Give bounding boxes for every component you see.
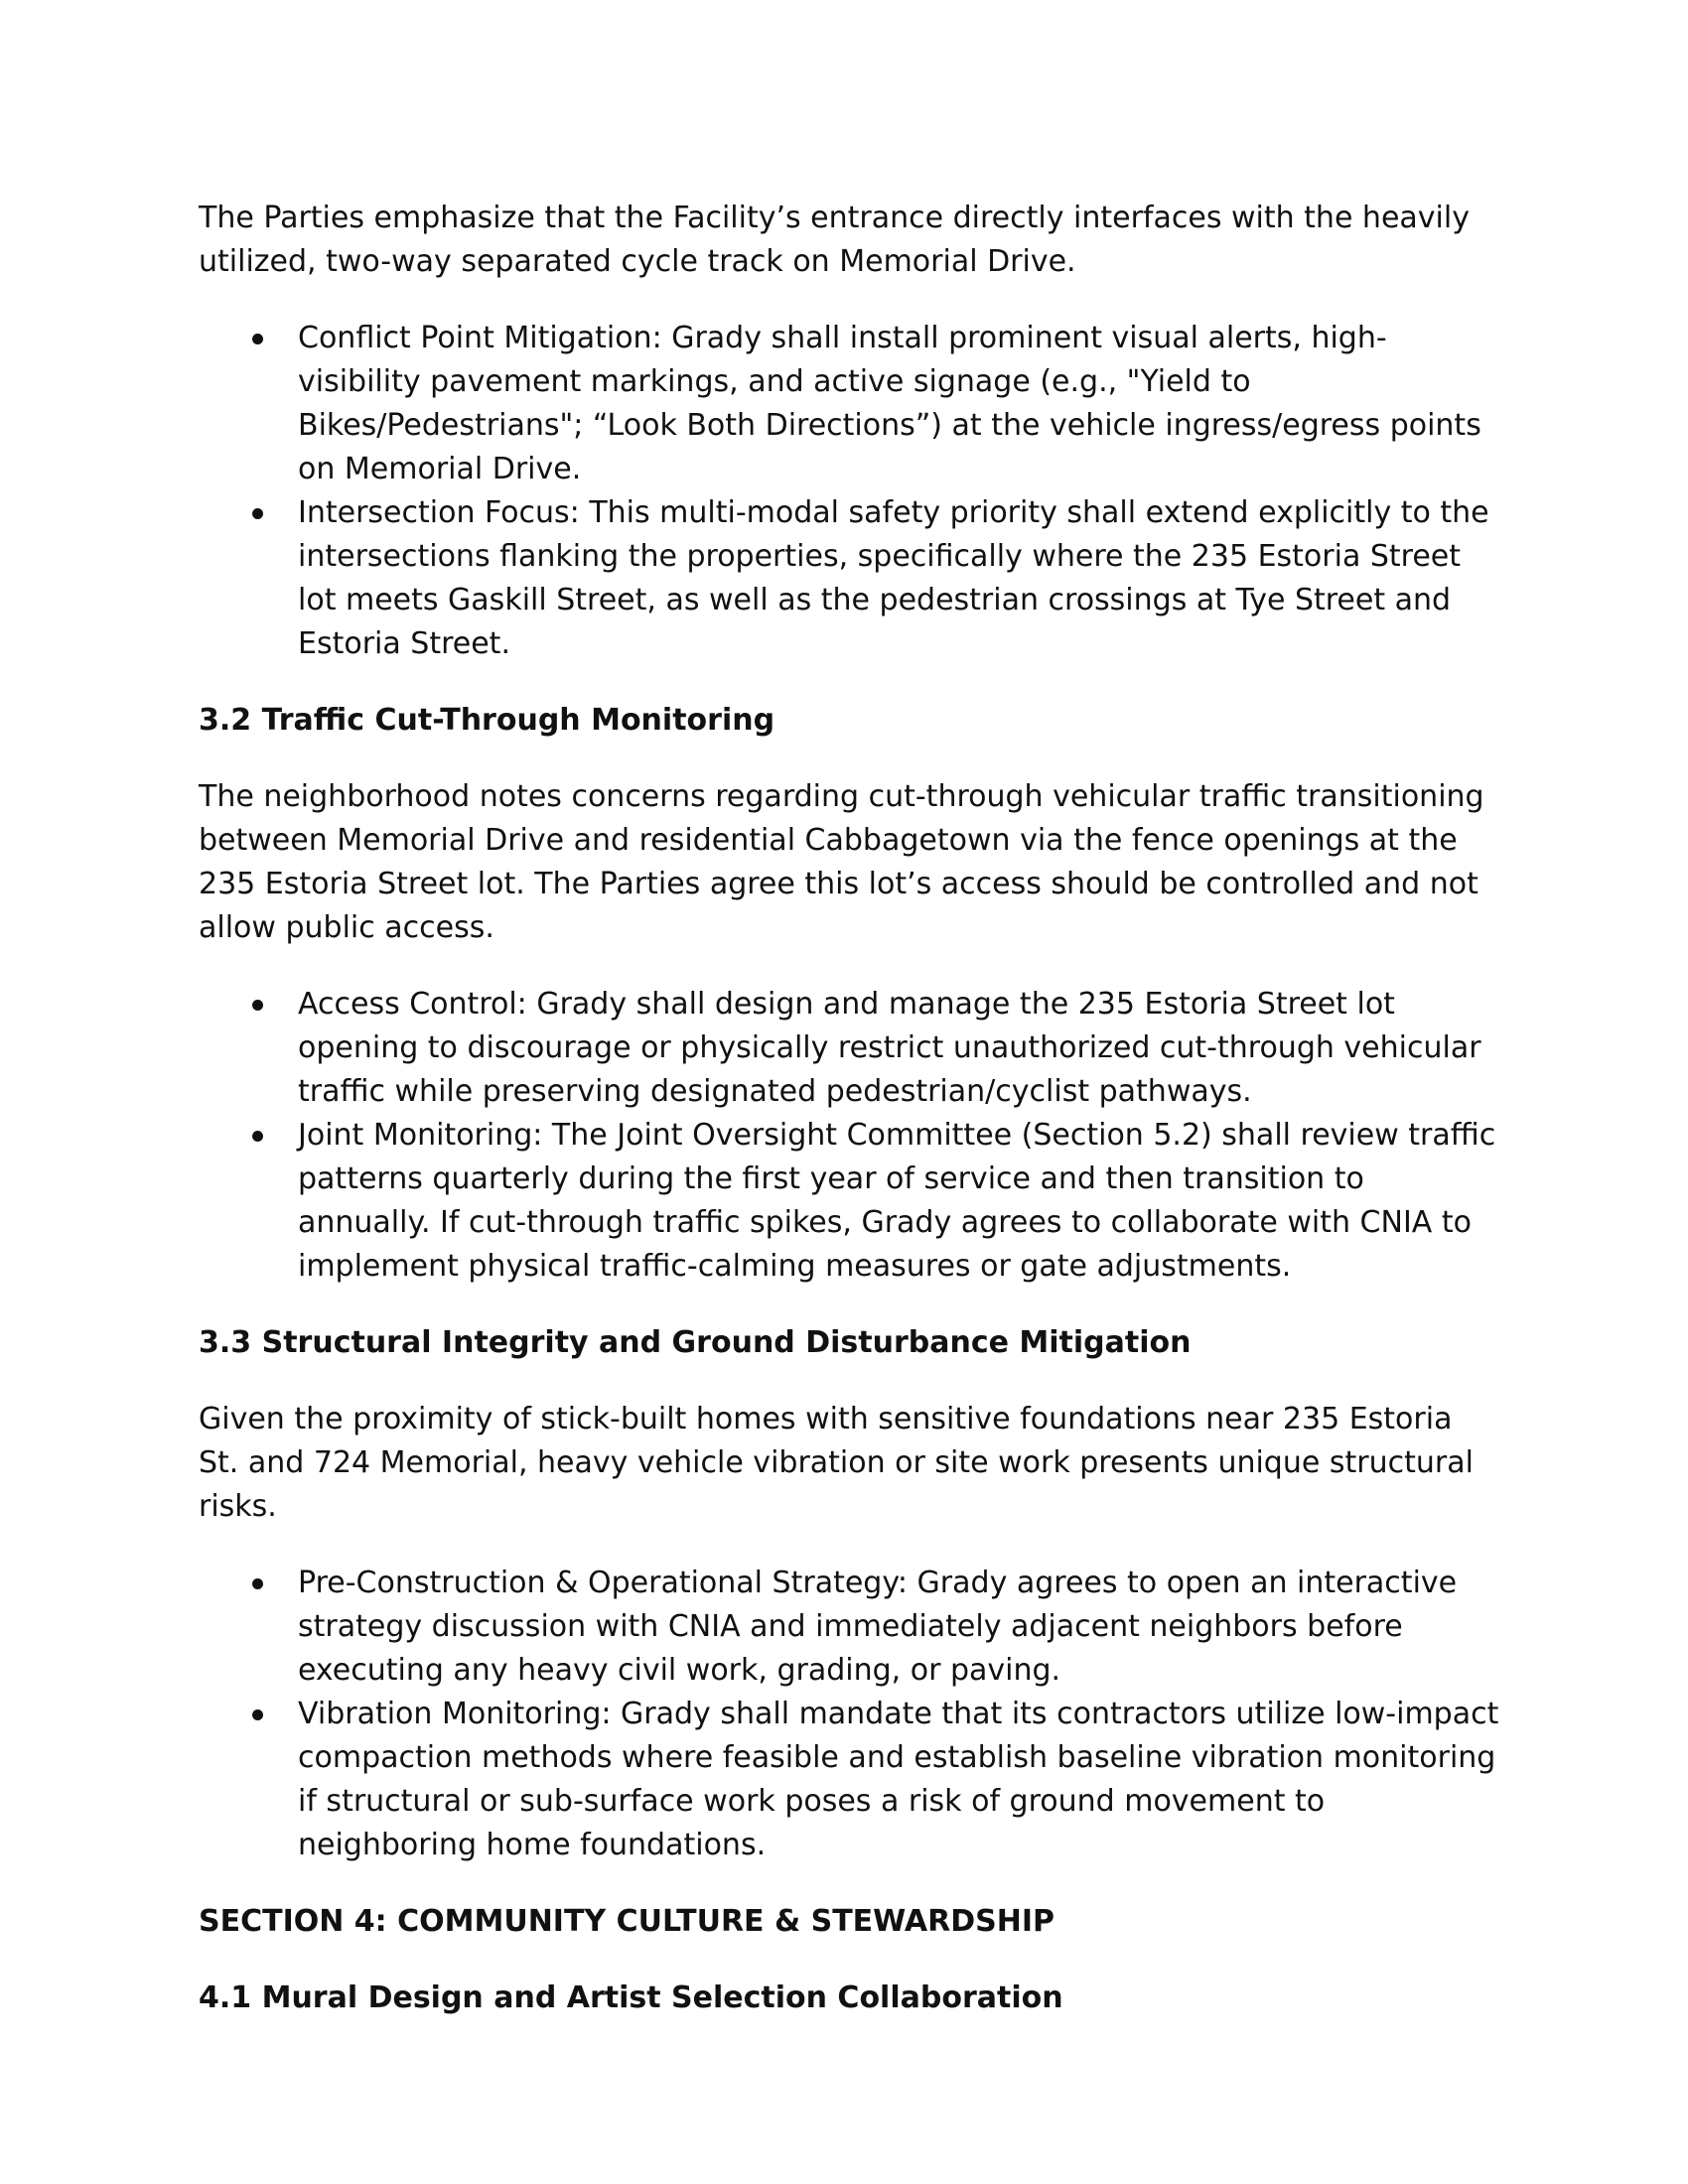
list-item xyxy=(199,317,1499,491)
intro-paragraph: The Parties emphasize that the Facility’s entrance directly interfaces with the heavily utilized, two-way separated cycle track on Memorial Drive. xyxy=(199,201,1470,279)
list-item xyxy=(199,1114,1499,1289)
list-item xyxy=(199,491,1499,666)
section-3-2-paragraph: The neighborhood notes concerns regarding cut-through vehicular traffic transitioning between Memorial Drive and residential Cabbagetown via the fence openings at the 235 Estoria Street lot. The Parties agree this lot’s access should be controlled and not allow public access. xyxy=(199,779,1484,945)
section-3-2-heading: 3.2 Traffic Cut-Through Monitoring xyxy=(199,703,775,738)
page-content xyxy=(199,197,1499,2020)
section-4-1-heading: 4.1 Mural Design and Artist Selection Collaboration xyxy=(199,1980,1063,2015)
list-item xyxy=(199,1562,1499,1693)
section-3-3-paragraph: Given the proximity of stick-built homes with sensitive foundations near 235 Estoria St. and 724 Memorial, heavy vehicle vibration or site work presents unique structural risks. xyxy=(199,1402,1474,1524)
bullet-icon xyxy=(252,1709,263,1720)
list-item-text: Intersection Focus: This multi-modal safety priority shall extend explicitly to the intersections flanking the properties, specifically where the 235 Estoria Street lot meets Gaskill Street, as well as the pedestrian crossings at Tye Street and Estoria Street. xyxy=(298,495,1489,661)
list-item-text: Vibration Monitoring: Grady shall mandate that its contractors utilize low-impact compaction methods where feasible and establish baseline vibration monitoring if structural or sub-surface work poses a risk of ground movement to neighboring home foundations. xyxy=(298,1697,1499,1862)
bullet-icon xyxy=(252,334,263,344)
intro-bullet-list xyxy=(199,317,1499,666)
list-item xyxy=(199,983,1499,1114)
list-item-text: Access Control: Grady shall design and manage the 235 Estoria Street lot opening to discourage or physically restrict unauthorized cut-through vehicular traffic while preserving designated pedestrian/cyclist pathways. xyxy=(298,987,1481,1109)
list-item-text: Conflict Point Mitigation: Grady shall install prominent visual alerts, high-visibility pavement markings, and active signage (e.g., "Yield to Bikes/Pedestrians"; “Look Both Directions”) at the vehicle ingress/egress points on Memorial Drive. xyxy=(298,321,1481,486)
bullet-icon xyxy=(252,1578,263,1589)
list-item-text: Joint Monitoring: The Joint Oversight Committee (Section 5.2) shall review traffic patterns quarterly during the first year of service and then transition to annually. If cut-through traffic spikes, Grady agrees to collaborate with CNIA to implement physical traffic-calming measures or gate adjustments. xyxy=(298,1118,1496,1284)
section-4-heading: SECTION 4: COMMUNITY CULTURE & STEWARDSHIP xyxy=(199,1904,1055,1939)
bullet-icon xyxy=(252,1000,263,1011)
list-item xyxy=(199,1693,1499,1867)
section-3-3-bullet-list xyxy=(199,1562,1499,1867)
bullet-icon xyxy=(252,1131,263,1142)
section-3-3-heading: 3.3 Structural Integrity and Ground Disturbance Mitigation xyxy=(199,1325,1192,1360)
bullet-icon xyxy=(252,508,263,519)
section-3-2-bullet-list xyxy=(199,983,1499,1289)
list-item-text: Pre-Construction & Operational Strategy: Grady agrees to open an interactive strategy discussion with CNIA and immediately adjacent neighbors before executing any heavy civil work, grading, or paving. xyxy=(298,1566,1458,1688)
